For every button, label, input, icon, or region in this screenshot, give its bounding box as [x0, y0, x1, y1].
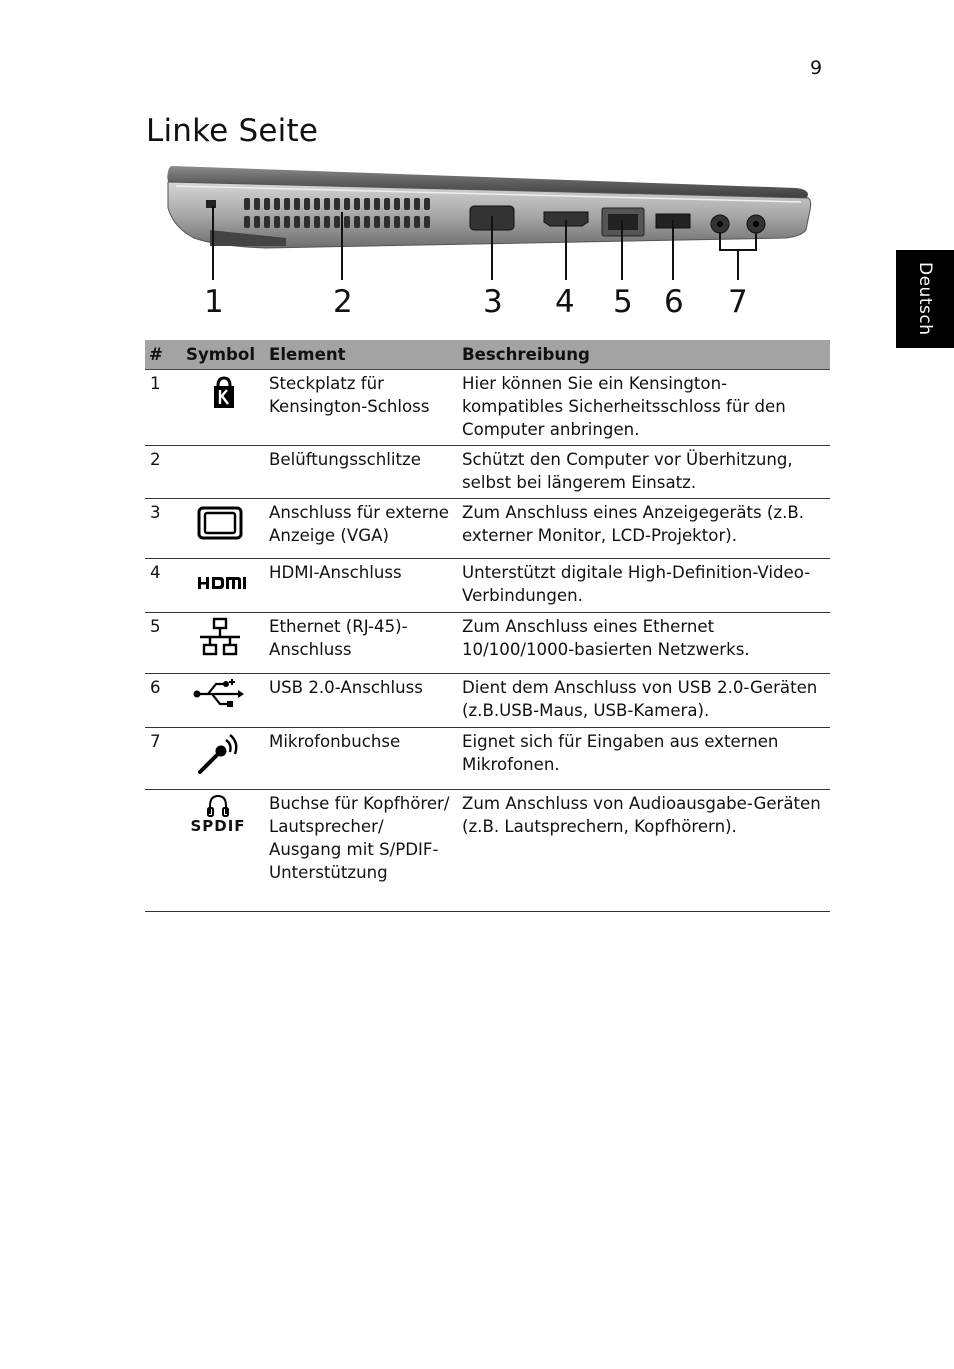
kensington-slot [206, 200, 216, 208]
row-description: Dient dem Anschluss von USB 2.0-Geräten (z.B.USB-Maus, USB-Kamera). [458, 674, 830, 728]
vent-slot [264, 216, 270, 228]
table-row [145, 674, 830, 728]
row-num: 5 [145, 613, 182, 674]
vent-slot [284, 216, 290, 228]
vent-slot [294, 198, 300, 210]
row-description: Zum Anschluss von Audioausgabe-Geräten (z.B. Lautsprechern, Kopfhörern). [458, 790, 830, 912]
header-symbol: Symbol [182, 340, 265, 370]
vent-slot [334, 198, 340, 210]
vent-slot [384, 198, 390, 210]
row-element: USB 2.0-Anschluss [265, 674, 458, 728]
port-description-table [145, 340, 830, 912]
vent-slot [344, 198, 350, 210]
vent-slot [394, 216, 400, 228]
laptop-left-side-illustration [146, 158, 830, 328]
row-description: Zum Anschluss eines Ethernet 10/100/1000-basierten Netzwerks. [458, 613, 830, 674]
vent-slot [324, 216, 330, 228]
vent-slot [254, 198, 260, 210]
vent-slot [304, 198, 310, 210]
vent-slot [354, 216, 360, 228]
row-element: Belüftungsschlitze [265, 446, 458, 499]
vent-slot [324, 198, 330, 210]
vent-slot [384, 216, 390, 228]
row-description: Zum Anschluss eines Anzeigegeräts (z.B. externer Monitor, LCD-Projektor). [458, 499, 830, 559]
table-row [145, 728, 830, 790]
vent-slot [374, 216, 380, 228]
callout-5: 5 [613, 284, 633, 320]
row-description: Hier können Sie ein Kensington-kompatibles Sicherheitsschloss für den Computer anbringen. [458, 370, 830, 446]
vga-monitor-icon [188, 501, 248, 545]
row-element: Anschluss für externe Anzeige (VGA) [265, 499, 458, 559]
vent-slot [424, 216, 430, 228]
vent-slot [364, 216, 370, 228]
ethernet-network-icon [188, 615, 248, 661]
header-description: Beschreibung [458, 340, 830, 370]
vent-slot [414, 216, 420, 228]
callout-2: 2 [333, 284, 353, 320]
table-row [145, 499, 830, 559]
headphone-spdif-icon [188, 792, 248, 834]
row-num: 4 [145, 559, 182, 613]
page-title: Linke Seite [146, 113, 319, 149]
row-description: Eignet sich für Eingaben aus externen Mikrofonen. [458, 728, 830, 790]
callout-4: 4 [555, 284, 575, 320]
vent-slot [274, 198, 280, 210]
vent-slot [244, 198, 250, 210]
microphone-icon [188, 730, 248, 778]
vent-slot [364, 198, 370, 210]
row-num: 2 [145, 446, 182, 499]
row-element: Steckplatz für Kensington-Schloss [265, 370, 458, 446]
spdif-label: SPDIF [190, 817, 246, 835]
hdmi-icon [188, 561, 250, 593]
callout-6: 6 [664, 284, 684, 320]
row-num [145, 790, 182, 912]
vent-slot [424, 198, 430, 210]
usb-icon [188, 676, 248, 712]
row-num: 7 [145, 728, 182, 790]
row-num: 6 [145, 674, 182, 728]
row-num: 3 [145, 499, 182, 559]
vent-slot [344, 216, 350, 228]
vent-slot [244, 216, 250, 228]
vent-slot [404, 198, 410, 210]
row-description: Unterstützt digitale High-Definition-Video-Verbindungen. [458, 559, 830, 613]
row-num: 1 [145, 370, 182, 446]
vent-slot [264, 198, 270, 210]
vent-slot [294, 216, 300, 228]
row-element: HDMI-Anschluss [265, 559, 458, 613]
page-number: 9 [810, 57, 823, 79]
vent-slot [354, 198, 360, 210]
header-element: Element [265, 340, 458, 370]
vent-slot [304, 216, 310, 228]
callout-3: 3 [483, 284, 503, 320]
vent-slot [394, 198, 400, 210]
table-row [145, 790, 830, 912]
table-row [145, 559, 830, 613]
vent-slot [414, 198, 420, 210]
row-element: Buchse für Kopfhörer/ Lautsprecher/ Ausgang mit S/PDIF-Unterstützung [265, 790, 458, 912]
vent-slot [404, 216, 410, 228]
callout-1: 1 [204, 284, 224, 320]
vent-slot [334, 216, 340, 228]
table-row [145, 370, 830, 446]
language-side-tab [896, 250, 954, 348]
vent-slot [274, 216, 280, 228]
vent-slot [374, 198, 380, 210]
callout-7: 7 [728, 284, 748, 320]
table-row [145, 613, 830, 674]
vent-slot [284, 198, 290, 210]
vent-slot [314, 198, 320, 210]
kensington-lock-icon [188, 372, 248, 412]
table-header-row [145, 340, 830, 370]
row-element: Ethernet (RJ-45)-Anschluss [265, 613, 458, 674]
vent-slot [254, 216, 260, 228]
language-label: Deutsch [915, 262, 935, 336]
vent-slot [314, 216, 320, 228]
row-element: Mikrofonbuchse [265, 728, 458, 790]
header-num: # [145, 340, 182, 370]
row-description: Schützt den Computer vor Überhitzung, selbst bei längerem Einsatz. [458, 446, 830, 499]
table-row [145, 446, 830, 499]
